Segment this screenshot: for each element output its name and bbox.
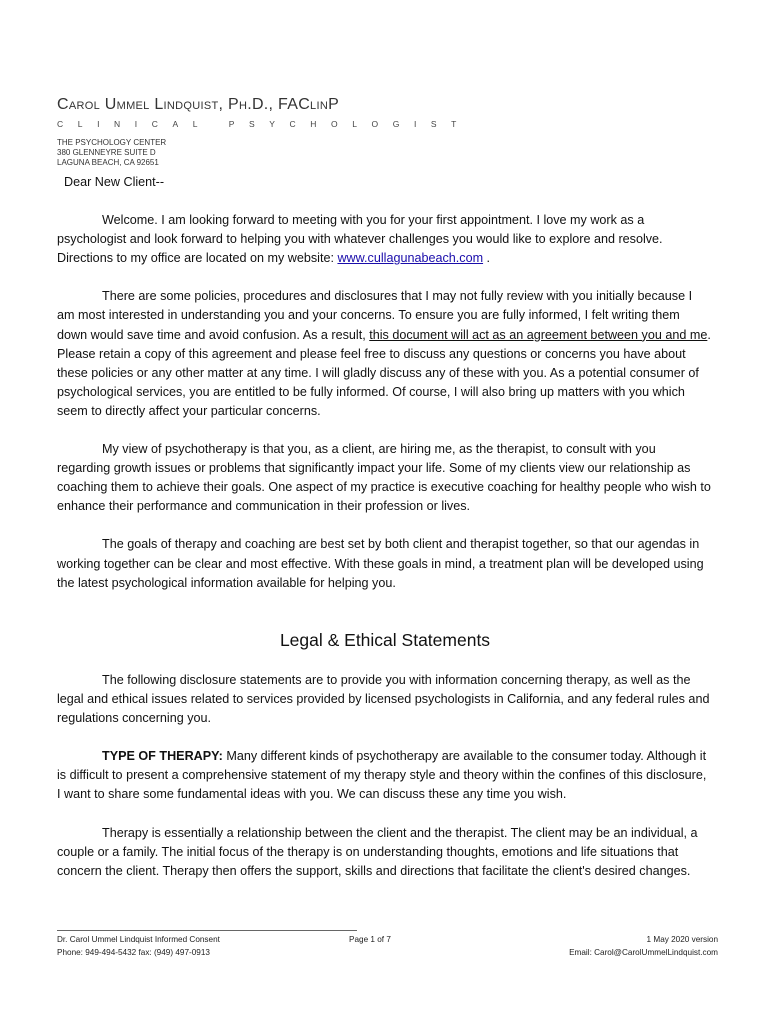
type-of-therapy-text: Many different kinds of psychotherapy are available to the consumer today. Although it is difficult to present a comprehensive statement of my therapy style and theory within the confines of this disclosure, I want to share some fundamental ideas with you. We can discuss these any time you wish. [57,749,707,802]
type-of-therapy-label: TYPE OF THERAPY: [102,749,223,764]
greeting: Dear New Client-- [64,175,165,189]
disclosure-paragraph: The following disclosure statements are to provide you with information concerning therapy, as well as the legal and ethical issues related to services provided by licensed psychologists in California, and any federal rules and regulations concerning you. [57,673,710,726]
address-line: 380 GLENNEYRE SUITE D [57,148,156,157]
document-title: Dr. Carol Ummel Lindquist Informed Consent [57,935,220,944]
address-line: THE PSYCHOLOGY CENTER [57,138,167,147]
website-link[interactable]: www.cullagunabeach.com [337,251,484,266]
address-line: LAGUNA BEACH, CA 92651 [57,158,159,167]
contact-email: Email: Carol@CarolUmmelLindquist.com [569,948,718,957]
welcome-text: Welcome. I am looking forward to meeting with you for your first appointment. I love my work as a psychologist and look forward to helping you with whatever challenges you would like to explore and resolve. Directions to my office are located on my website: [57,213,663,266]
section-heading: Legal & Ethical Statements [279,630,491,650]
footer-left [57,933,220,959]
page-number: Page 1 of 7 [349,935,391,944]
footer-divider [57,930,357,931]
professional-title: CLINICAL PSYCHOLOGIST [57,119,471,129]
letter-body-bottom [57,671,711,881]
policies-text: There are some policies, procedures and disclosures that I may not fully review with you initially because I am most interested in understanding you and your concerns. To ensure you are fully informed, I felt writing them down would save time and avoid confusion. As a result, [57,289,693,342]
office-address [57,138,471,168]
psychologist-name: Carol Ummel Lindquist, Ph.D., FAClinP [57,96,340,113]
policies-paragraph [57,287,711,421]
type-of-therapy-paragraph [57,747,711,804]
policies-after: . Please retain a copy of this agreement and please feel free to discuss any questions or concerns you have about these policies or any other matter at any time. I will gladly discuss any of these with you. As a potential consumer of psychological services, you are entitled to be fully informed. Of course, I will also bring up matters with you which seem to directly affect your particular concerns. [57,327,711,418]
contact-phone: Phone: 949-494-5432 fax: (949) 497-0913 [57,948,210,957]
footer-right [569,933,718,959]
welcome-after: . [483,251,491,266]
relationship-paragraph: Therapy is essentially a relationship between the client and the therapist. The client may be an individual, a couple or a family. The initial focus of the therapy is on understanding thoughts, emotions and life situations that concern the client. Therapy then offers the support, skills and directions that facilitate the client's desired changes. [57,825,698,878]
agreement-statement: this document will act as an agreement between you and me [369,327,708,342]
letter-body-top [57,173,711,593]
letterhead [57,96,471,168]
goals-paragraph: The goals of therapy and coaching are best set by both client and therapist together, so that our agendas in working together can be clear and most effective. With these goals in mind, a treatment plan will be developed using the latest psychological information available for helping you. [57,537,704,590]
version-date: 1 May 2020 version [646,935,718,944]
welcome-paragraph [57,211,711,268]
view-paragraph: My view of psychotherapy is that you, as a client, are hiring me, as the therapist, to consult with you regarding growth issues or problems that significantly impact your life. Some of my clients view our relationship as coaching them to achieve their goals. One aspect of my practice is executive coaching for healthy people who wish to enhance their performance and communication in their profession or lives. [57,442,711,514]
